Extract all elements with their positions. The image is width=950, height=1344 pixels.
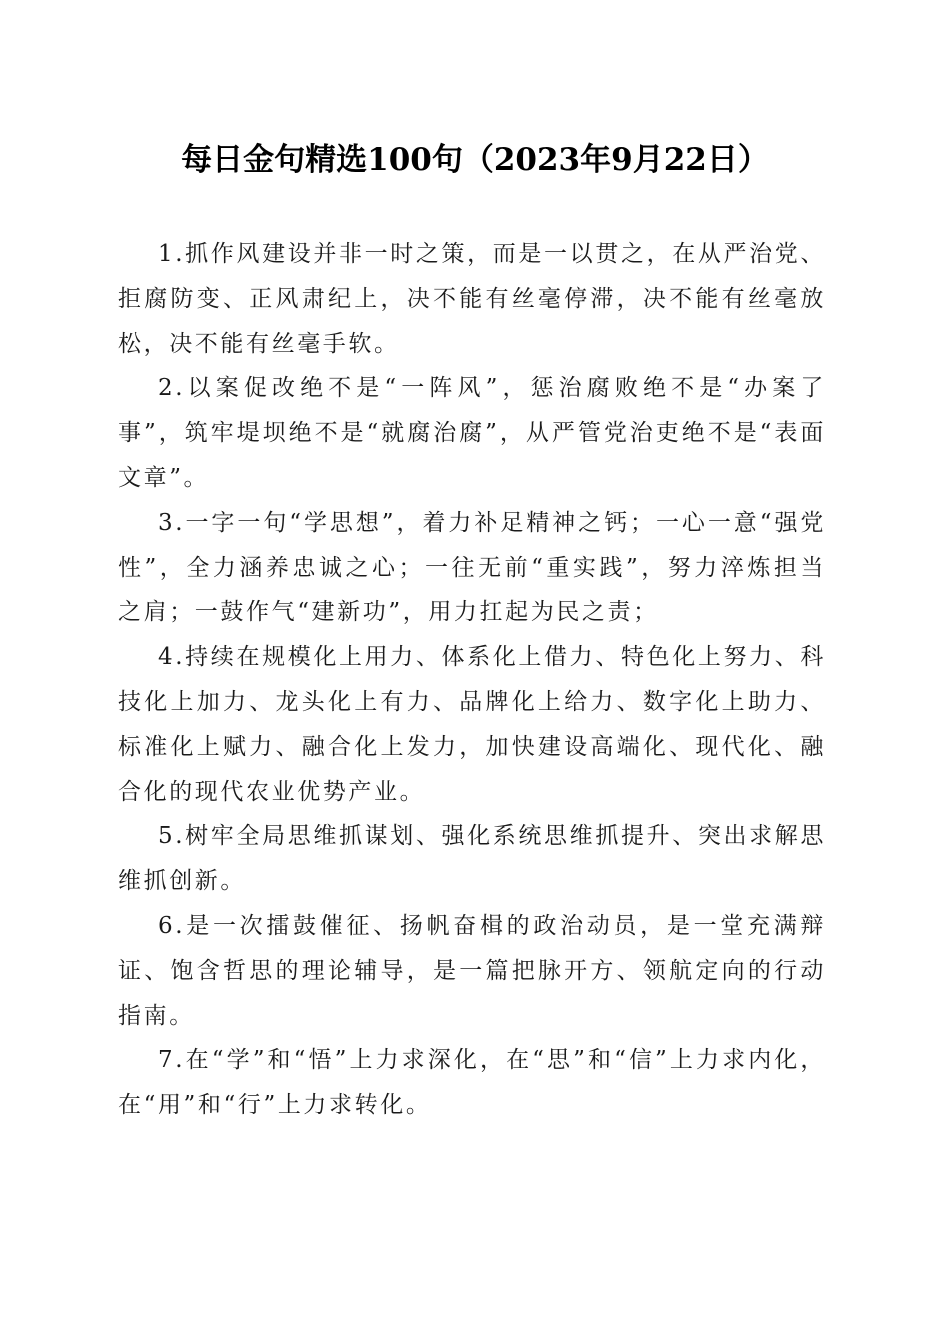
document-body — [118, 232, 826, 1128]
quote-paragraph-3: 3.一字一句“学思想”，着力补足精神之钙；一心一意“强党性”，全力涵养忠诚之心；一往无前“重实践”，努力淬炼担当之肩；一鼓作气“建新功”，用力扛起为民之责； — [118, 509, 826, 626]
quote-paragraph-5: 5.树牢全局思维抓谋划、强化系统思维抓提升、突出求解思维抓创新。 — [118, 823, 826, 895]
quote-paragraph-7: 7.在“学”和“悟”上力求深化，在“思”和“信”上力求内化，在“用”和“行”上力求转化。 — [118, 1047, 826, 1119]
quote-paragraph-6: 6.是一次擂鼓催征、扬帆奋楫的政治动员，是一堂充满辩证、饱含哲思的理论辅导，是一篇把脉开方、领航定向的行动指南。 — [118, 912, 826, 1029]
quote-paragraph-1: 1.抓作风建设并非一时之策，而是一以贯之，在从严治党、拒腐防变、正风肃纪上，决不能有丝毫停滞，决不能有丝毫放松，决不能有丝毫手软。 — [118, 241, 826, 357]
quote-paragraph-2: 2.以案促改绝不是“一阵风”，惩治腐败绝不是“办案了事”，筑牢堤坝绝不是“就腐治腐”，从严管党治吏绝不是“表面文章”。 — [118, 375, 826, 491]
quote-paragraph-4: 4.持续在规模化上用力、体系化上借力、特色化上努力、科技化上加力、龙头化上有力、品牌化上给力、数字化上助力、标准化上赋力、融合化上发力，加快建设高端化、现代化、融合化的现代农业优势产业。 — [118, 644, 826, 805]
document-title: 每日金句精选100句（2023年9月22日） — [181, 142, 769, 178]
